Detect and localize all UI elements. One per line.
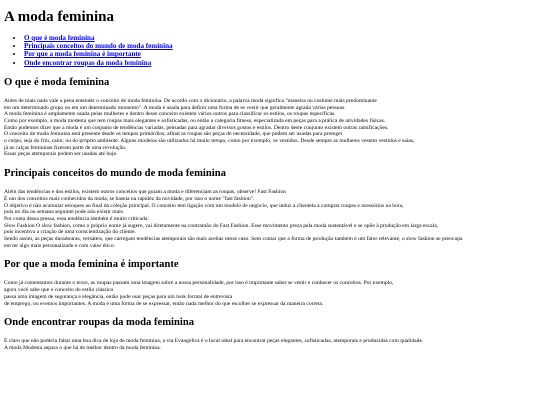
section-paragraph: Antes de mais nada vale a pena entender o conceito de moda feminina. De acordo com o dicionário, a palavra moda significa "maneira ou costume mais predominante em um determinado grupo ou em um determinado momento". A moda é usada para definir uma forma de se vestir que geralmente agrada várias pessoas. A moda feminina é amplamente usada pelas mulheres e dentro desse conceito existem vários outros para classificar os estilos, os roupas específicas. Como por exemplo, a moda modesta que tem roupas mais elegantes e sofisticadas, ou então a categoria fitness, especializada em peças para a prática de atividades físicas. Então podemos dizer que a moda é um conjunto de tendências variadas, pensadas para agradar diversos gostos e estilos. Dentro deste conjunto existem outras ramificações. O conceito de moda feminina está presente desde os tempos primórdios, afinal as roupas são peças de necessidade, que podem ser usadas para proteger o corpo, seja do frio, calor, ou do próprio ambiente. Alguns modelos são utilizados há muito tempo, como por exemplo, os vestidos. Desde sempre as mulheres vestem vestidos e saias, já as calças femininas fizeram parte de uma revolução. Essas peças atemporais podem ser usadas até hoje. xyxy=(4,97,415,158)
toc-link-o-que-e[interactable]: O que é moda feminina xyxy=(24,34,95,42)
toc-item xyxy=(24,50,536,58)
section-por-que-importante xyxy=(4,259,536,307)
table-of-contents xyxy=(4,34,536,67)
section-paragraph: Como já comentamos durante o texto, as roupas passam uma imagem sobre a nossa personalidade, por isso é importante saber se vestir e conhecer os conceitos. Por exemplo, agora você sabe que o conceito do estilo clássico passa uma imagem de segurança e elegância, então pode usar peças para um look formal de entrevista de emprego, ou eventos importantes. A moda é uma forma de se expressar, então nada melhor do que escolher se expressar da maneira correta. xyxy=(4,280,394,307)
section-o-que-e xyxy=(4,77,536,158)
section-principais-conceitos xyxy=(4,168,536,249)
section-onde-encontrar xyxy=(4,317,536,351)
section-heading: Por que a moda feminina é importante xyxy=(4,259,179,271)
toc-item xyxy=(24,34,536,42)
section-heading: Principais conceitos do mundo de moda feminina xyxy=(4,168,226,180)
toc-item xyxy=(24,59,536,67)
section-heading: O que é moda feminina xyxy=(4,76,110,88)
page-title: A moda feminina xyxy=(4,9,115,25)
section-paragraph: Além das tendências e dos estilos, existem outros conceitos que guiam a moda e diferenciam as roupas, observe! Fast Fashion É um dos conceitos mais conhecidos da moda, se baseia na rapidez da novidade, por isso o nome "fast fashion". O objetivo é não acumular estoques ao final da coleção principal. O conceito tem ligação com um modelo de negócio, que induz a clientela a comprar roupas e acessórios na hora, pois no dia ou semana seguinte pode não existir mais. Por conta dessa pressa, essa tendência também é muito criticada. Slow Fashion O slow fashion, como o próprio nome já sugere, vai diretamente na contramão do Fast Fashion. Esse movimento preza pela moda sustentável e se opõe à produção em larga escala, pois incentiva a criação de uma conscientização do cliente. Sendo assim, as peças duradouras, versáteis, que carregam tendências atemporais são mais aceitas nesse caso. Sem contar que a forma de produção também é um fator relevante, o slow fashion se preocupa em ter algo mais personalizado e com valor ético. xyxy=(4,189,463,249)
toc-link-onde-encontrar[interactable]: Onde encontrar roupas da moda feminina xyxy=(24,58,152,67)
section-heading: Onde encontrar roupas da moda feminina xyxy=(4,317,195,329)
toc-item xyxy=(24,42,536,50)
section-paragraph: É claro que não poderia faltar uma boa dica de loja de moda feminina, a via Evangélica é o local ideal para encontrar peças elegantes, sofisticadas, atemporais e produzidas com qualidade. A moda Modesta separa o que há de melhor dentro da moda feminina. xyxy=(4,338,424,351)
toc-link-principais-conceitos[interactable]: Principais conceitos do mundo de moda feminina xyxy=(24,42,173,51)
toc-link-por-que-importante[interactable]: Por que a moda feminina é importante xyxy=(24,50,141,59)
